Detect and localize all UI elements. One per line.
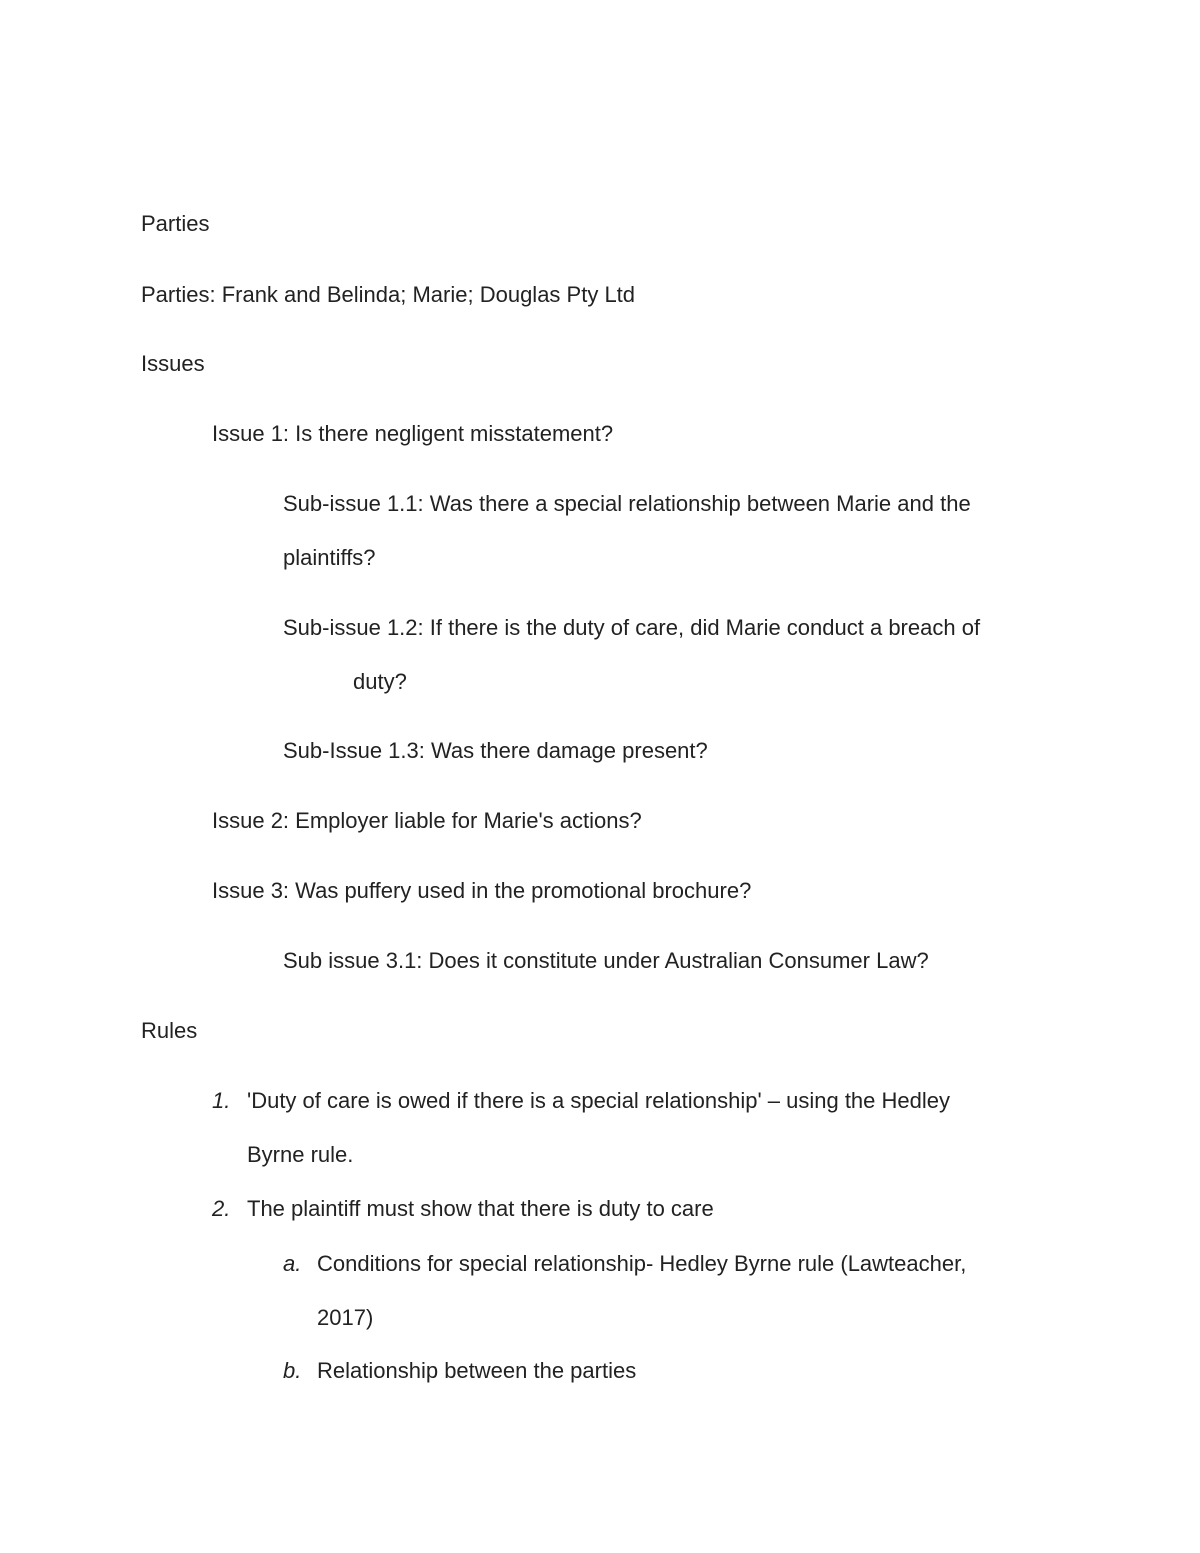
rule-text-line2: Byrne rule. (247, 1142, 354, 1167)
issue-2: Issue 2: Employer liable for Marie's actions? (212, 808, 642, 833)
sub-issue-1-2-line2: duty? (353, 669, 407, 694)
issues-heading: Issues (141, 351, 205, 376)
parties-line: Parties: Frank and Belinda; Marie; Douglas Pty Ltd (141, 282, 636, 307)
sub-rule-text-line2: 2017) (317, 1305, 374, 1330)
issue-3: Issue 3: Was puffery used in the promotional brochure? (212, 878, 752, 903)
rule-marker: 1. (212, 1088, 231, 1113)
sub-rule-text-line1: Relationship between the parties (317, 1358, 637, 1383)
rules-heading: Rules (141, 1018, 198, 1043)
issue-1: Issue 1: Is there negligent misstatement? (212, 421, 614, 446)
sub-issue-3-1: Sub issue 3.1: Does it constitute under Australian Consumer Law? (283, 948, 929, 973)
sub-issue-1-1-line2: plaintiffs? (283, 545, 376, 570)
rule-text-line1: The plaintiff must show that there is duty to care (247, 1196, 714, 1221)
sub-rule-text-line1: Conditions for special relationship- Hedley Byrne rule (Lawteacher, (317, 1251, 967, 1276)
sub-issue-1-2-line1: Sub-issue 1.2: If there is the duty of care, did Marie conduct a breach of (283, 615, 981, 640)
sub-rule-marker: b. (283, 1358, 302, 1383)
parties-heading: Parties (141, 211, 210, 236)
rule-marker: 2. (212, 1196, 231, 1221)
sub-rule-marker: a. (283, 1251, 302, 1276)
sub-issue-1-3: Sub-Issue 1.3: Was there damage present? (283, 738, 708, 763)
sub-issue-1-1-line1: Sub-issue 1.1: Was there a special relationship between Marie and the (283, 491, 971, 516)
rule-text-line1: 'Duty of care is owed if there is a special relationship' – using the Hedley (247, 1088, 950, 1113)
